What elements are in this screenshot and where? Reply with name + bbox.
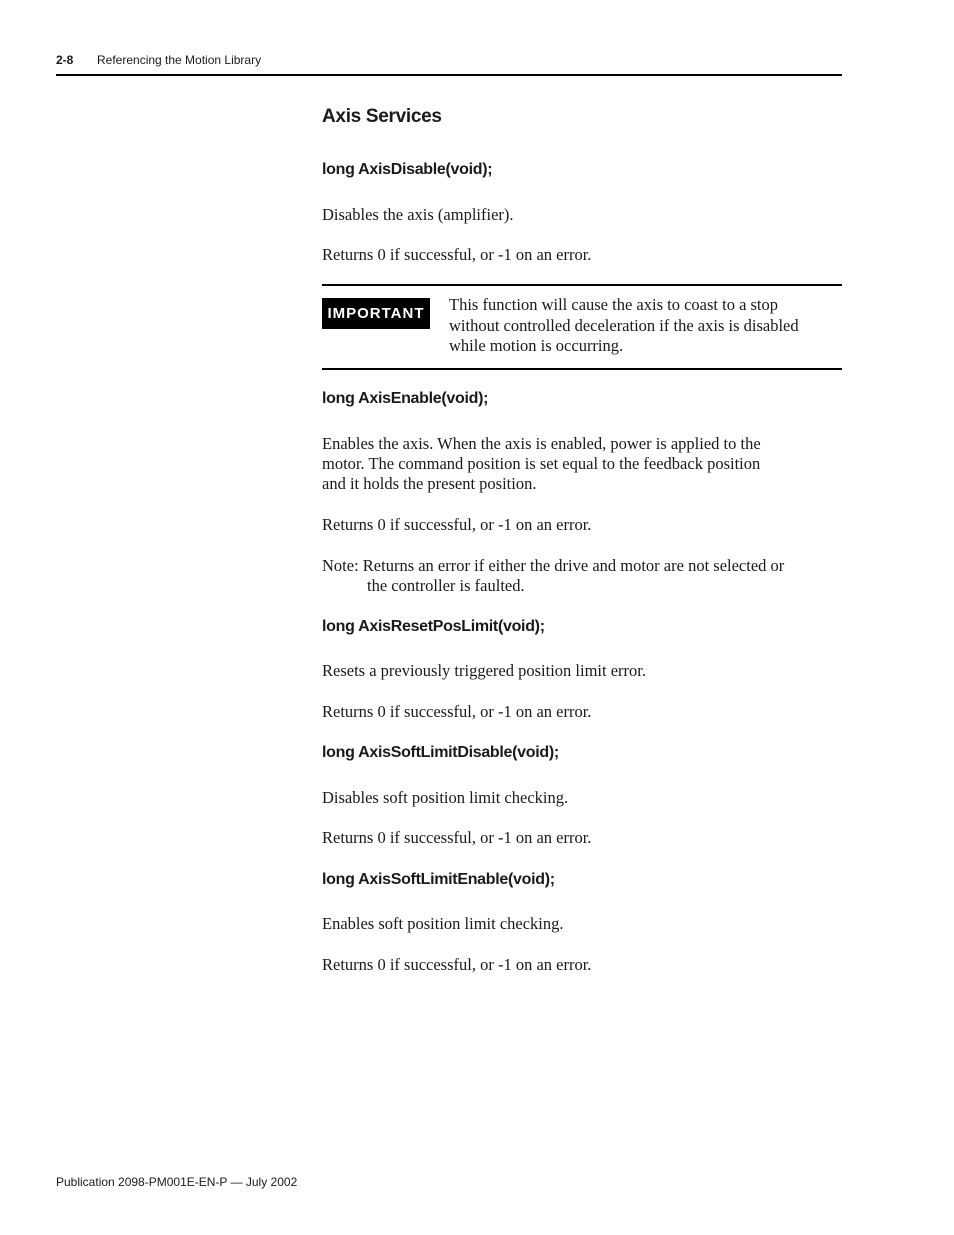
function-returns: Returns 0 if successful, or -1 on an error. — [322, 702, 592, 721]
function-heading-axis-disable: long AxisDisable(void); — [322, 161, 493, 178]
chapter-title: Referencing the Motion Library — [97, 53, 262, 67]
header-rule — [56, 74, 842, 76]
function-returns: Returns 0 if successful, or -1 on an error. — [322, 955, 592, 974]
function-description: Enables soft position limit checking. — [322, 914, 564, 933]
function-note — [322, 556, 844, 596]
note-line: Note: Returns an error if either the drive and motor are not selected or — [322, 556, 785, 575]
function-heading-axis-soft-limit-disable: long AxisSoftLimitDisable(void); — [322, 744, 559, 761]
description-line: motor. The command position is set equal to the feedback position — [322, 454, 761, 473]
function-heading-axis-enable: long AxisEnable(void); — [322, 390, 489, 407]
function-heading-axis-soft-limit-enable: long AxisSoftLimitEnable(void); — [322, 871, 555, 888]
page-number: 2-8 — [56, 53, 74, 67]
important-text — [449, 295, 844, 357]
function-heading-axis-reset-pos-limit: long AxisResetPosLimit(void); — [322, 618, 545, 635]
note-line: the controller is faulted. — [367, 576, 525, 595]
important-line: without controlled deceleration if the axis is disabled — [449, 315, 799, 335]
publication-footer: Publication 2098-PM001E-EN-P — July 2002 — [56, 1175, 298, 1189]
function-description — [322, 434, 761, 494]
important-line: This function will cause the axis to coast to a stop — [449, 295, 779, 314]
important-top-rule — [322, 284, 842, 286]
function-description: Resets a previously triggered position limit error. — [322, 661, 646, 680]
function-description: Disables the axis (amplifier). — [322, 205, 514, 224]
function-returns: Returns 0 if successful, or -1 on an error. — [322, 515, 592, 534]
description-line: and it holds the present position. — [322, 474, 537, 493]
important-line: while motion is occurring. — [449, 336, 624, 355]
function-returns: Returns 0 if successful, or -1 on an error. — [322, 245, 592, 264]
function-returns: Returns 0 if successful, or -1 on an error. — [322, 828, 592, 847]
section-title: Axis Services — [322, 106, 442, 127]
description-line: Enables the axis. When the axis is enabled, power is applied to the — [322, 434, 761, 453]
important-badge: IMPORTANT — [322, 298, 430, 329]
function-description: Disables soft position limit checking. — [322, 788, 569, 807]
important-bottom-rule — [322, 368, 842, 370]
